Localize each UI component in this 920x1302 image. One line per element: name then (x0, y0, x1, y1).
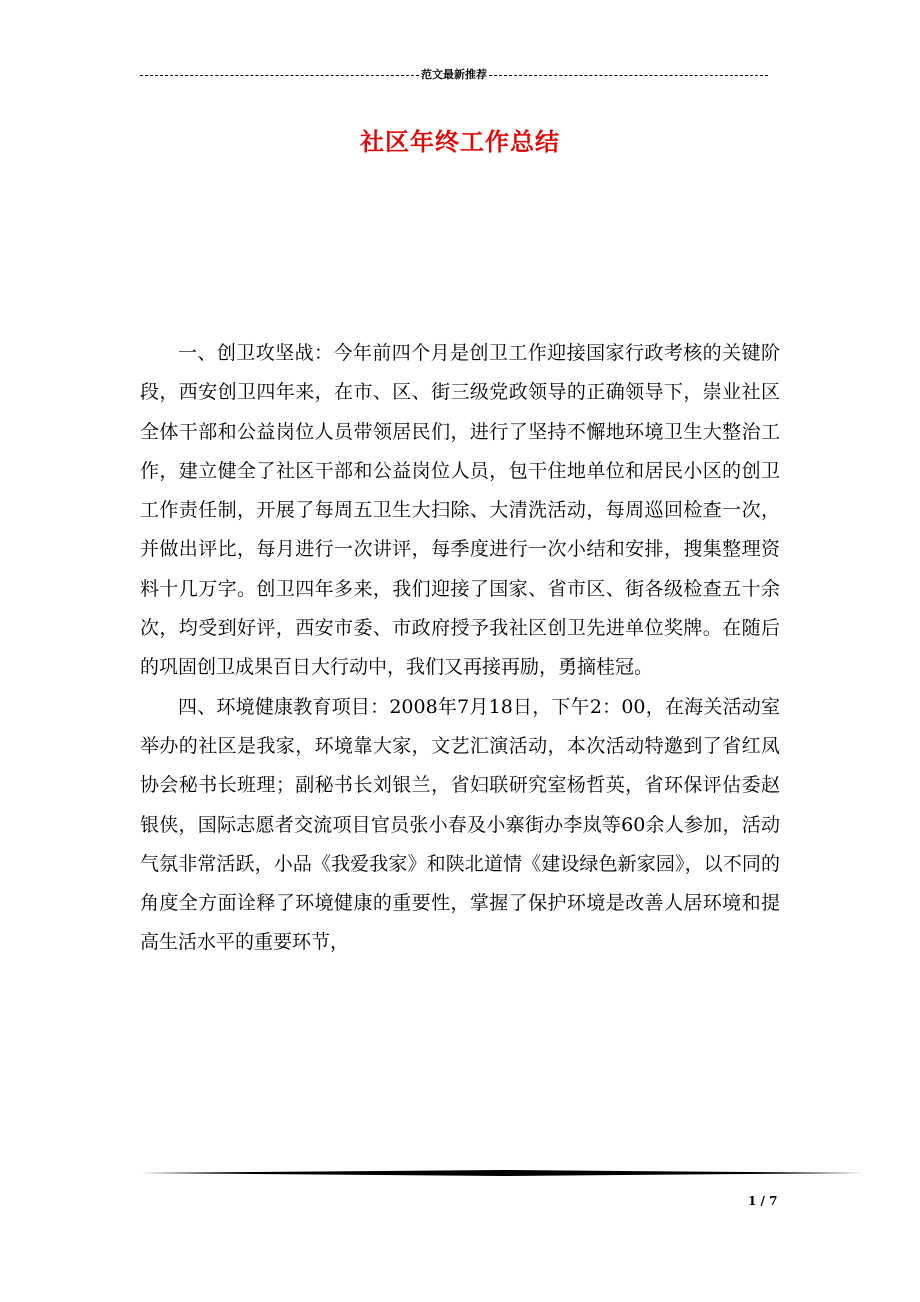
page-number: 1 / 7 (748, 1194, 778, 1208)
header-label: 范文最新推荐 (421, 68, 487, 81)
header-dash-left (140, 75, 419, 76)
document-body (140, 334, 780, 963)
paragraph-1: 一、创卫攻坚战：今年前四个月是创卫工作迎接国家行政考核的关键阶段，西安创卫四年来，在市、区、街三级党政领导的正确领导下，崇业社区全体干部和公益岗位人员带领居民们，进行了坚持不懈地环境卫生大整治工作，建立健全了社区干部和公益岗位人员，包干住地单位和居民小区的创卫工作责任制，开展了每周五卫生大扫除、大清洗活动，每周巡回检查一次，并做出评比，每月进行一次讲评，每季度进行一次小结和安排，搜集整理资料十几万字。创卫四年多来，我们迎接了国家、省市区、街各级检查五十余次，均受到好评，西安市委、市政府授予我社区创卫先进单位奖牌。在随后的巩固创卫成果百日大行动中，我们又再接再励，勇摘桂冠。 (140, 342, 780, 679)
paragraph-2: 四、环境健康教育项目：2008年7月18日，下午2：00，在海关活动室举办的社区是我家，环境靠大家，文艺汇演活动，本次活动特邀到了省红凤协会秘书长班理；副秘书长刘银兰，省妇联研究室杨哲英，省环保评估委赵银侠，国际志愿者交流项目官员张小春及小寨街办李岚等60余人参加，活动气氛非常活跃，小品《我爱我家》和陕北道情《建设绿色新家园》，以不同的角度全方面诠释了环境健康的重要性，掌握了保护环境是改善人居环境和提高生活水平的重要环节， (140, 695, 780, 954)
document-title: 社区年终工作总结 (360, 128, 560, 156)
footer-rule (140, 1170, 864, 1176)
header-dash-right (489, 75, 768, 76)
page-header (140, 68, 768, 82)
